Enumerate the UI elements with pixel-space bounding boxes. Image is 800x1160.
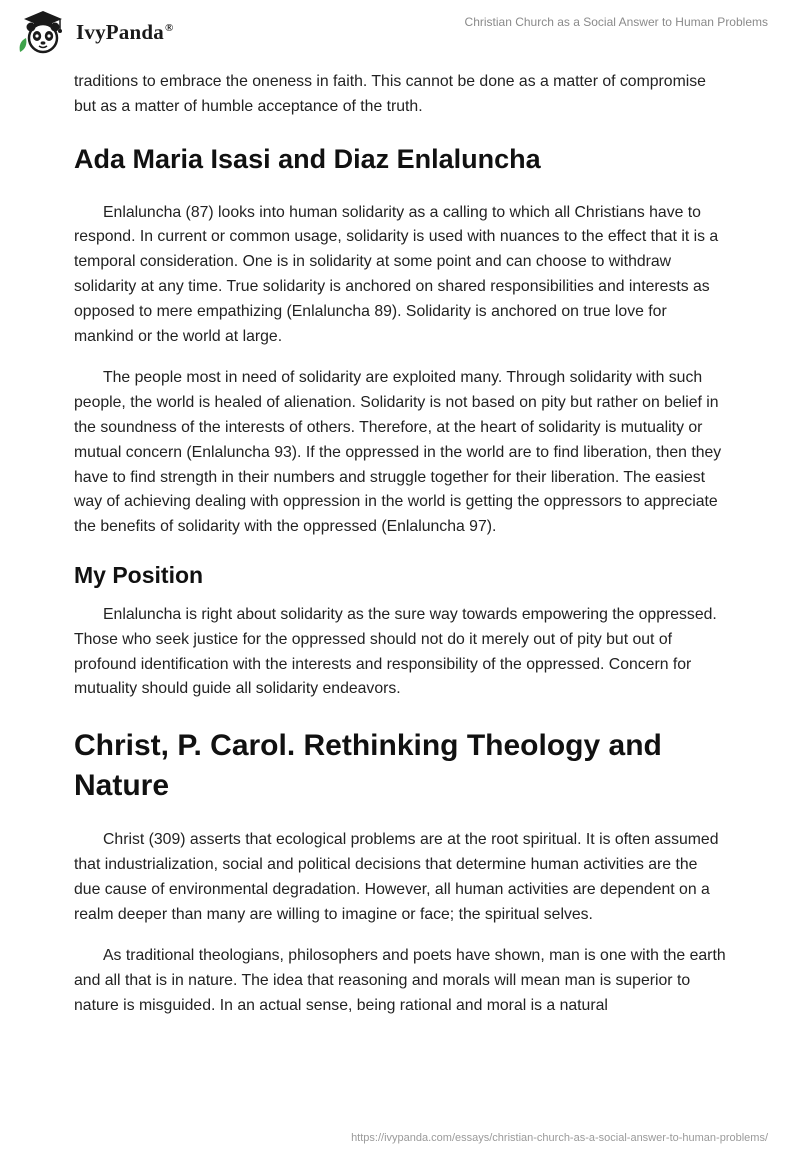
paragraph: As traditional theologians, philosophers and poets have shown, man is one with the earth and all that is in nature. The idea that reasoning and morals will mean man is superior to nature is misguided. In an actual sense, being rational and moral is a natural bbox=[74, 947, 726, 1014]
section-heading-christ-carol: Christ, P. Carol. Rethinking Theology and Nature bbox=[74, 729, 662, 803]
paragraph: Christ (309) asserts that ecological problems are at the root spiritual. It is often assumed that industrialization, social and political decisions that determine human activities are the due cause of environmental degradation. However, all human activities are dependent on a realm deeper than many are willing to imagine or face; the spiritual selves. bbox=[74, 831, 719, 923]
registered-mark: ® bbox=[164, 21, 174, 34]
intro-paragraph: traditions to embrace the oneness in faith. This cannot be done as a matter of compromise but as a matter of humble acceptance of the truth. bbox=[74, 73, 706, 115]
section-heading-isasi-enlaluncha: Ada Maria Isasi and Diaz Enlaluncha bbox=[74, 143, 541, 174]
brand-name-text: IvyPanda bbox=[76, 19, 164, 44]
paragraph: Enlaluncha is right about solidarity as the sure way towards empowering the oppressed. Those who seek justice for the oppressed should not do it merely out of pity but out of profound identification with the interests and responsibility of the oppressed. Concern for mutuality should guide all solidarity endeavors. bbox=[74, 605, 717, 698]
brand-logo[interactable] bbox=[14, 8, 173, 56]
page-header bbox=[0, 0, 800, 66]
paragraph: The people most in need of solidarity are exploited many. Through solidarity with such people, the world is healed of alienation. Solidarity is not based on pity but rather on belief in the soundness of the interests of others. Therefore, at the heart of solidarity is mutuality or mutual concern (Enlaluncha 93). If the oppressed in the world are to find liberation, then they have to find strength in their numbers and struggle together for their liberation. The easiest way of achieving dealing with oppression in the world is getting the oppressors to appreciate the benefits of solidarity with the oppressed (Enlaluncha 97). bbox=[74, 369, 722, 536]
source-url[interactable]: https://ivypanda.com/essays/christian-church-as-a-social-answer-to-human-problems/ bbox=[351, 1132, 768, 1144]
essay-body bbox=[74, 70, 726, 1036]
subheading-my-position: My Position bbox=[74, 561, 204, 588]
document-title: Christian Church as a Social Answer to Human Problems bbox=[464, 15, 768, 29]
brand-name bbox=[76, 20, 173, 45]
panda-graduate-icon bbox=[14, 8, 72, 56]
paragraph: Enlaluncha (87) looks into human solidarity as a calling to which all Christians have to respond. In current or common usage, solidarity is used with nuances to the effect that it is a temporal consideration. One is in solidarity at some point and can choose to withdraw solidarity at any time. True solidarity is anchored on shared responsibilities and interests as opposed to mere empathizing (Enlaluncha 89). Solidarity is anchored on true love for mankind or the world at large. bbox=[74, 203, 719, 345]
